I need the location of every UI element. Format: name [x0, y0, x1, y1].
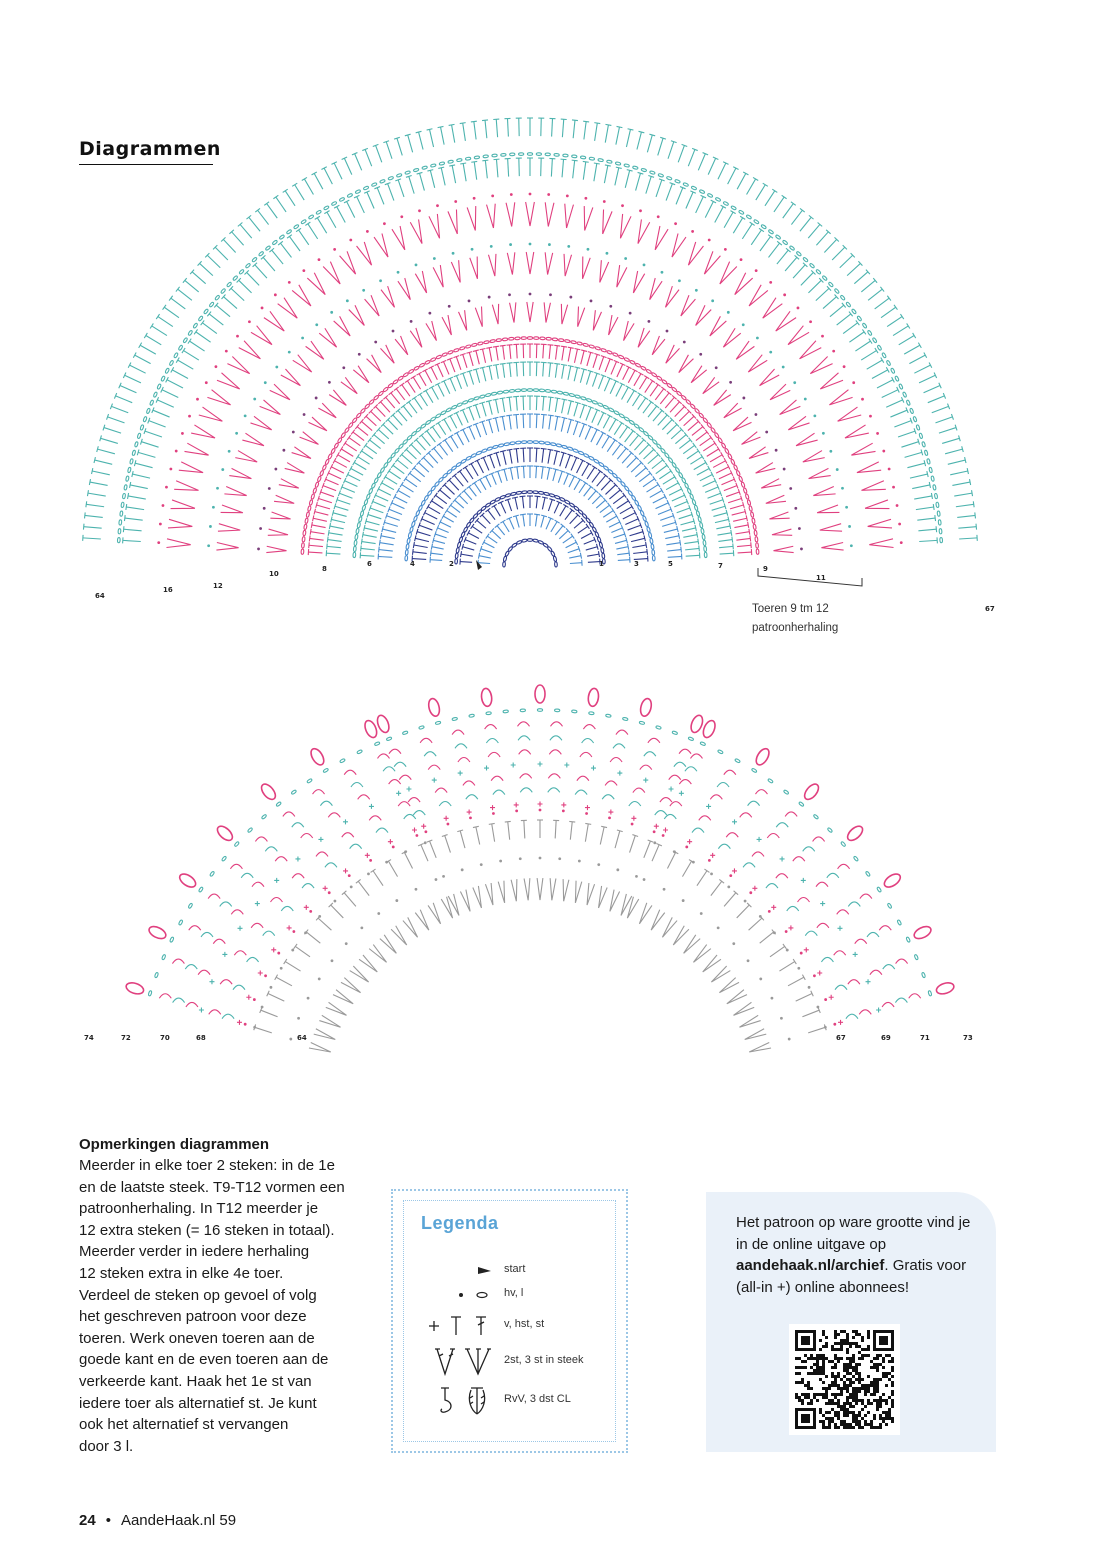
legend-row-chain — [393, 1280, 626, 1310]
section-title: Diagrammen — [79, 138, 221, 160]
round-label: 72 — [121, 1034, 131, 1042]
round-label: 67 — [836, 1034, 846, 1042]
round-label: 1 — [599, 560, 604, 568]
diagram-notes — [79, 1136, 379, 1457]
round-label: 6 — [367, 560, 372, 568]
page-number: 24 — [79, 1512, 96, 1529]
round-label: 71 — [920, 1034, 930, 1042]
stitch-row — [199, 791, 401, 1013]
stitch-row — [408, 774, 672, 802]
round-label: 11 — [816, 574, 826, 582]
round-label: 10 — [269, 570, 279, 578]
notes-title: Opmerkingen diagrammen — [79, 1136, 270, 1153]
stitch-row — [427, 820, 653, 858]
stitch-row — [670, 802, 871, 1015]
notes-body: Meerder in elke toer 2 steken: in de 1e en de laatste steek. T9-T12 vormen een patroonherhaling. In T12 meerder je 12 extra steken (= 16 steken in totaal). Meerder verder in iedere herhaling 12 steken extra in elke 4e toer. Verdeel de steken op gevoel of volg het geschreven patroon voor deze toeren. Werk oneven toeren aan de goede kant en de even toeren aan de verkeerde kant. Haak het 1e st van iedere toer als alternatief st. Je kunt ook het alternatief st vervangen door 3 l. — [79, 1157, 345, 1455]
stitch-row — [685, 767, 907, 1003]
repeat-note-line2: patroonherhaling — [752, 622, 839, 634]
round-label: 3 — [634, 560, 639, 568]
qr-code[interactable] — [789, 1324, 900, 1435]
stitch-row — [652, 843, 826, 1032]
round-label: 9 — [763, 565, 768, 573]
legend-row-increases — [393, 1347, 626, 1377]
round-label: 69 — [881, 1034, 891, 1042]
stitch-row — [309, 897, 453, 1052]
stitch-row — [254, 843, 428, 1032]
stitch-row — [209, 802, 410, 1015]
legend-label: RvV, 3 dst CL — [504, 1393, 571, 1405]
page-footer — [79, 1512, 236, 1529]
stitch-row — [389, 722, 691, 754]
legend-row-stitches — [393, 1311, 626, 1341]
footer-separator: • — [105, 1512, 111, 1529]
stitch-row — [442, 857, 638, 878]
stitch-row — [448, 878, 632, 915]
stitch-row — [643, 878, 791, 1040]
archive-link[interactable]: aandehaak.nl/archief — [736, 1257, 885, 1275]
stitch-row — [173, 767, 395, 1003]
legend-label: 2st, 3 st in steek — [504, 1354, 584, 1366]
round-label: 70 — [160, 1034, 170, 1042]
stitch-row — [289, 878, 437, 1040]
legend-label: v, hst, st — [504, 1318, 545, 1330]
chain-stitch-icon — [423, 1280, 503, 1310]
round-label: 12 — [213, 582, 223, 590]
round-label: 7 — [718, 562, 723, 570]
round-label: 8 — [322, 565, 327, 573]
legend-label: start — [504, 1263, 526, 1275]
increase-icons — [423, 1347, 503, 1377]
stitch-row — [406, 762, 673, 792]
legend-label: hv, l — [504, 1287, 524, 1299]
promo-text — [736, 1212, 986, 1298]
stitch-row — [375, 685, 705, 734]
magazine-name: AandeHaak.nl 59 — [120, 1512, 237, 1529]
round-label: 64 — [95, 592, 105, 600]
round-label: 73 — [963, 1034, 973, 1042]
round-label: 74 — [84, 1034, 94, 1042]
legend-box — [391, 1189, 628, 1453]
round-label: 16 — [163, 586, 173, 594]
round-label: 5 — [668, 560, 673, 568]
legend-title: Legenda — [421, 1213, 499, 1233]
stitch-row — [679, 791, 881, 1013]
stitch-icons — [423, 1311, 503, 1341]
round-label: 67 — [985, 605, 995, 613]
round-label: 68 — [196, 1034, 206, 1042]
round-label: 2 — [449, 560, 454, 568]
promo-text-before: Het patroon op ware grootte vind je in de online uitgave op — [736, 1214, 971, 1253]
round-label: 4 — [410, 560, 415, 568]
round-label: 64 — [297, 1034, 307, 1042]
cluster-icons — [423, 1386, 503, 1416]
stitch-row — [627, 897, 771, 1052]
repeat-note-line1: Toeren 9 tm 12 — [752, 603, 829, 615]
promo-text-after: . Gratis voor (all-in +) online abonnees! — [736, 1257, 967, 1296]
online-pattern-promo — [706, 1192, 996, 1452]
legend-row-clusters — [393, 1386, 626, 1416]
